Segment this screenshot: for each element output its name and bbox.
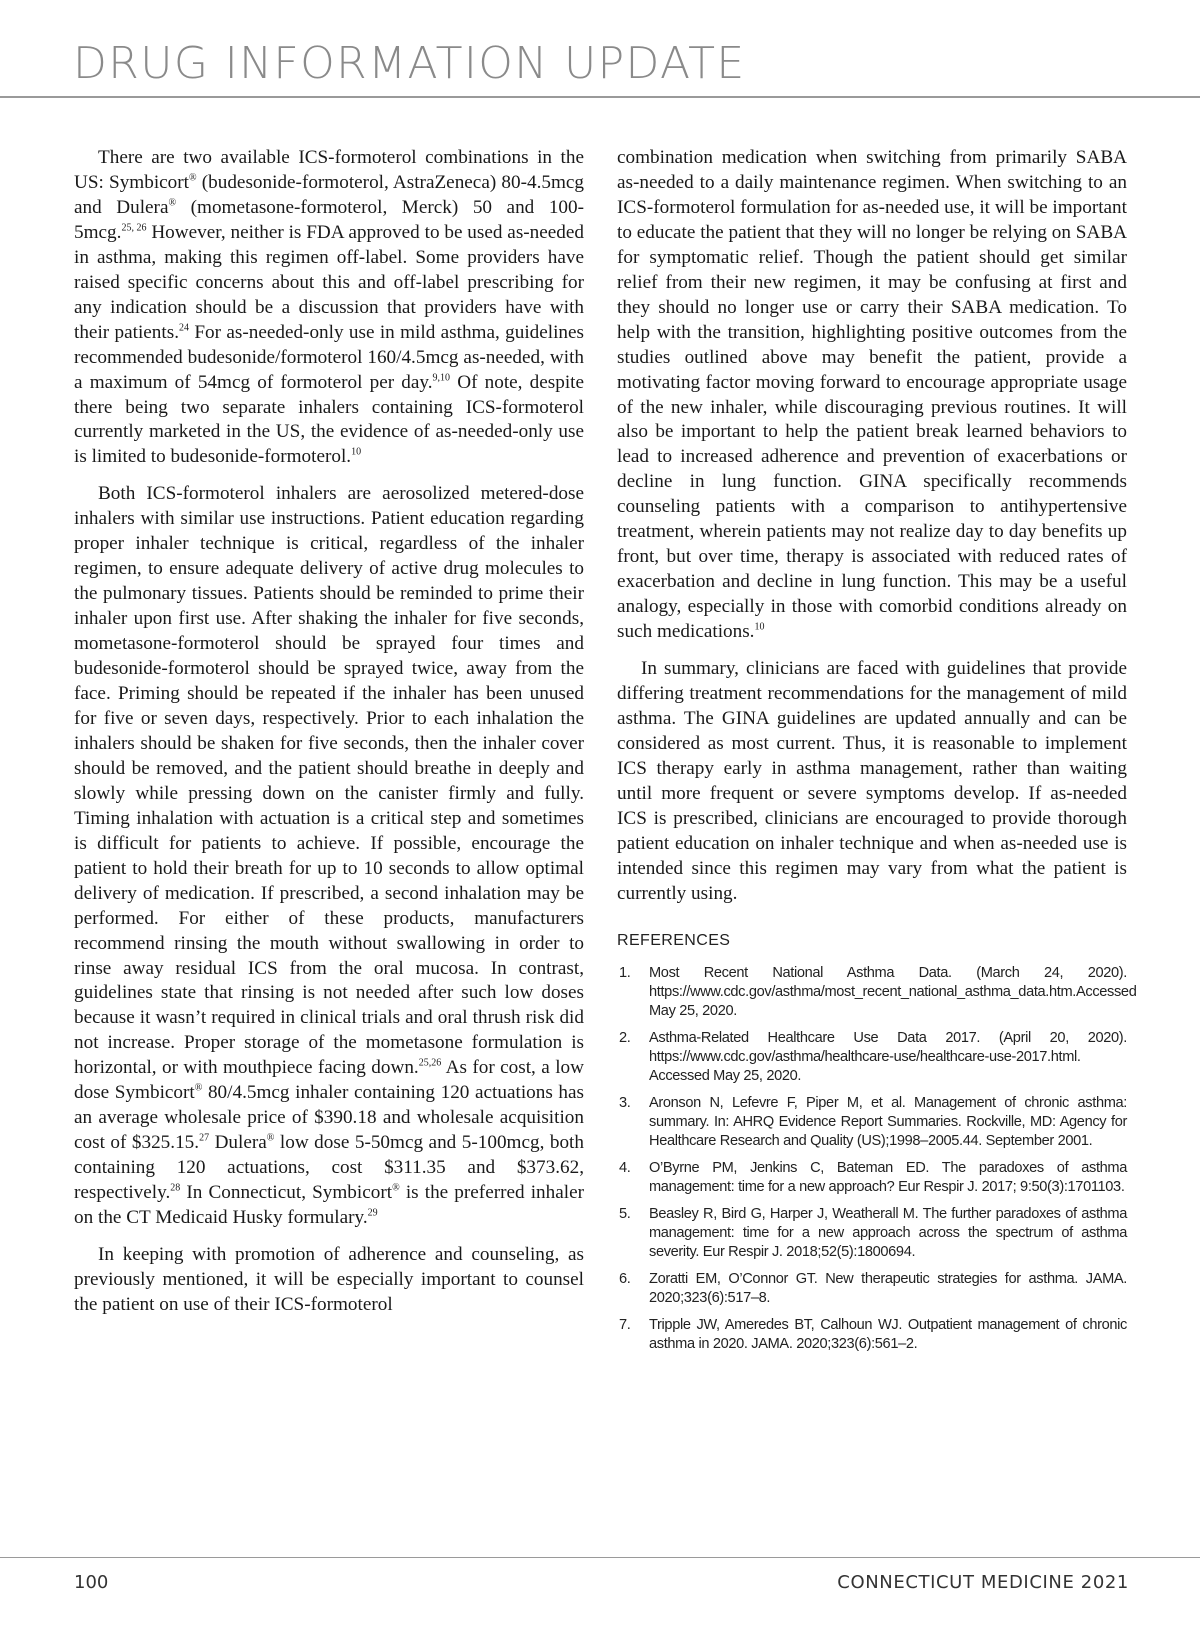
reference-number: 7. bbox=[619, 1316, 631, 1333]
paragraph-summary bbox=[617, 657, 1127, 907]
text-run: is the preferred inhaler on the CT Medicaid Husky formulary. bbox=[74, 1182, 584, 1229]
text-run: However, neither is FDA approved to be used as-needed in asthma, making this regimen off-label. Some providers have raised specific concerns about this and off-label prescribing for any indication should be a discussion that providers have with their patients. bbox=[74, 221, 585, 343]
text-run: As for cost, a low dose Symbicort bbox=[74, 1057, 584, 1104]
text-run: (mometasone-formoterol, Merck) 50 and 100-5mcg. bbox=[74, 196, 584, 243]
section-title: DRUG INFORMATION UPDATE bbox=[73, 38, 746, 89]
citation: 25, 26 bbox=[121, 222, 147, 234]
paragraph-ics-formoterol-combinations bbox=[74, 146, 584, 470]
reference-text: Asthma-Related Healthcare Use Data 2017. (April 20, 2020). https://www.cdc.gov/asthma/healthcare-use/healthcare-use-2017.html. Accessed May 25, 2020. bbox=[649, 1029, 1127, 1084]
journal-name: CONNECTICUT MEDICINE 2021 bbox=[837, 1572, 1129, 1593]
reference-item bbox=[617, 1094, 1127, 1151]
footer-divider bbox=[0, 1557, 1200, 1558]
citation: 10 bbox=[351, 447, 362, 459]
registered-mark: ® bbox=[168, 197, 177, 209]
reference-item bbox=[617, 1270, 1127, 1308]
registered-mark: ® bbox=[188, 172, 197, 184]
text-run: In Connecticut, Symbicort bbox=[180, 1182, 393, 1204]
text-run: There are two available ICS-formoterol combinations in the US: Symbicort bbox=[74, 147, 584, 193]
text-run: In keeping with promotion of adherence and counseling, as previously mentioned, it will be especially important to counsel the patient on use of their ICS-formoterol bbox=[74, 1243, 584, 1315]
paragraph-switching-regimen bbox=[617, 146, 1127, 645]
reference-item bbox=[617, 964, 1137, 1021]
references-heading: REFERENCES bbox=[617, 931, 731, 949]
registered-mark: ® bbox=[266, 1132, 275, 1144]
text-run: Both ICS-formoterol inhalers are aerosolized metered-dose inhalers with similar use instructions. Patient education regarding proper inhaler technique is critical, regardless of the inhaler regimen, to ensure adequate delivery of active drug molecules to the pulmonary tissues. Patients should be reminded to prime their inhaler upon first use. After shaking the inhaler for five seconds, mometasone-formoterol should be sprayed four times and budesonide-formoterol should be sprayed twice, away from the face. Priming should be repeated if the inhaler has been unused for five or seven days, respectively. Prior to each inhalation the inhalers should be shaken for five seconds, then the inhaler cover should be removed, and the patient should breathe in deeply and slowly while pressing down on the canister firmly and fully. Timing inhalation with actuation is a critical step and sometimes is difficult for patients to achieve. If possible, encourage the patient to hold their breath for up to 10 seconds to allow optimal delivery of medication. If prescribed, a second inhalation may be performed. For either of these products, manufacturers recommend rinsing the mouth without swallowing in order to rinse away residual ICS from the oral mucosa. In contrast, guidelines state that rinsing is not needed after such low doses because it wasn’t required in clinical trials and oral thrush risk did not increase. Proper storage of the mometasone formulation is horizontal, or with mouthpiece facing down. bbox=[74, 483, 584, 1079]
text-run: For as-needed-only use in mild asthma, guidelines recommended budesonide/formoterol 160/4.5mcg as-needed, with a maximum of 54mcg of formoterol per day. bbox=[74, 321, 585, 393]
citation: 25,26 bbox=[418, 1057, 442, 1069]
page-number: 100 bbox=[74, 1572, 109, 1593]
reference-item bbox=[617, 1029, 1127, 1086]
reference-item bbox=[617, 1205, 1127, 1262]
citation: 28 bbox=[170, 1182, 181, 1194]
registered-mark: ® bbox=[392, 1182, 400, 1194]
reference-text: O’Byrne PM, Jenkins C, Bateman ED. The paradoxes of asthma management: time for a new approach? Eur Respir J. 2017; 9:50(3):1701103. bbox=[649, 1159, 1127, 1195]
paragraph-adherence-counseling bbox=[74, 1243, 584, 1318]
reference-number: 3. bbox=[619, 1094, 631, 1111]
text-run: Dulera bbox=[209, 1132, 267, 1154]
reference-item bbox=[617, 1316, 1127, 1354]
citation: 9,10 bbox=[432, 372, 451, 384]
citation: 24 bbox=[179, 322, 189, 334]
reference-number: 5. bbox=[619, 1205, 631, 1222]
reference-number: 2. bbox=[619, 1029, 631, 1046]
reference-text: Beasley R, Bird G, Harper J, Weatherall M. The further paradoxes of asthma management: time for a new approach across the spectrum of asthma severity. Eur Respir J. 2018;52(5):1800694. bbox=[649, 1205, 1127, 1260]
text-run: In summary, clinicians are faced with guidelines that provide differing treatment recommendations for the management of mild asthma. The GINA guidelines are updated annually and can be considered as most current. Thus, it is reasonable to implement ICS therapy early in asthma management, rather than waiting until more frequent or severe symptoms develop. If as-needed ICS is prescribed, clinicians are encouraged to provide thorough patient education on inhaler technique and when as-needed use is intended since this regimen may vary from what the patient is currently using. bbox=[617, 658, 1127, 904]
reference-text: Aronson N, Lefevre F, Piper M, et al. Management of chronic asthma: summary. In: AHRQ Evidence Report Summaries. Rockville, MD: Agency for Healthcare Research and Quality (US);1998–2005.44. September 2001. bbox=[649, 1094, 1127, 1149]
citation: 10 bbox=[754, 621, 765, 633]
citation: 29 bbox=[367, 1207, 378, 1219]
paragraph-inhaler-technique bbox=[74, 482, 584, 1231]
header-divider bbox=[0, 96, 1200, 98]
text-run: low dose 5-50mcg and 5-100mcg, both containing 120 actuations, cost $311.35 and $373.62, respectively. bbox=[74, 1132, 584, 1204]
reference-item bbox=[617, 1159, 1127, 1197]
text-run: Of note, despite there being two separate inhalers containing ICS-formoterol currently marketed in the US, the evidence of as-needed-only use is limited to budesonide-formoterol. bbox=[74, 371, 584, 468]
right-column bbox=[617, 146, 1137, 1362]
reference-number: 4. bbox=[619, 1159, 631, 1176]
page-header bbox=[0, 0, 1200, 100]
reference-text: Zoratti EM, O’Connor GT. New therapeutic strategies for asthma. JAMA. 2020;323(6):517–8. bbox=[649, 1270, 1127, 1306]
text-run: (budesonide-formoterol, AstraZeneca) 80-4.5mcg and Dulera bbox=[74, 171, 584, 218]
registered-mark: ® bbox=[194, 1082, 203, 1094]
reference-number: 6. bbox=[619, 1270, 631, 1287]
text-run: combination medication when switching from primarily SABA as-needed to a daily maintenance regimen. When switching to an ICS-formoterol formulation for as-needed use, it will be important to educate the patient that they will no longer be relying on SABA for symptomatic relief. Though the patient should get similar relief from their new regimen, it may be confusing at first and they should no longer use or carry their SABA medication. To help with the transition, highlighting positive outcomes from the studies outlined above may benefit the patient, provide a motivating factor moving forward to encourage appropriate usage of the new inhaler, while discouraging previous routines. It will also be important to help the patient break learned behaviors to lead to increased adherence and prevention of exacerbations or decline in lung function. GINA specifically recommends counseling patients with a comparison to antihypertensive treatment, wherein patients may not realize day to day benefits up front, but over time, therapy is associated with reduced rates of exacerbation and decline in lung function. This may be a useful analogy, especially in those with comorbid conditions already on such medications. bbox=[617, 147, 1127, 643]
left-column bbox=[74, 146, 584, 1330]
reference-text: Most Recent National Asthma Data. (March 24, 2020). https://www.cdc.gov/asthma/most_recent_national_asthma_data.htm.Accessed May 25, 2020. bbox=[649, 964, 1137, 1019]
text-run: 80/4.5mcg inhaler containing 120 actuations has an average wholesale price of $390.18 and wholesale acquisition cost of $325.15. bbox=[74, 1082, 584, 1154]
reference-number: 1. bbox=[619, 964, 631, 981]
references-list bbox=[617, 964, 1137, 1354]
reference-text: Tripple JW, Ameredes BT, Calhoun WJ. Outpatient management of chronic asthma in 2020. JAMA. 2020;323(6):561–2. bbox=[649, 1316, 1127, 1352]
citation: 27 bbox=[199, 1132, 210, 1144]
